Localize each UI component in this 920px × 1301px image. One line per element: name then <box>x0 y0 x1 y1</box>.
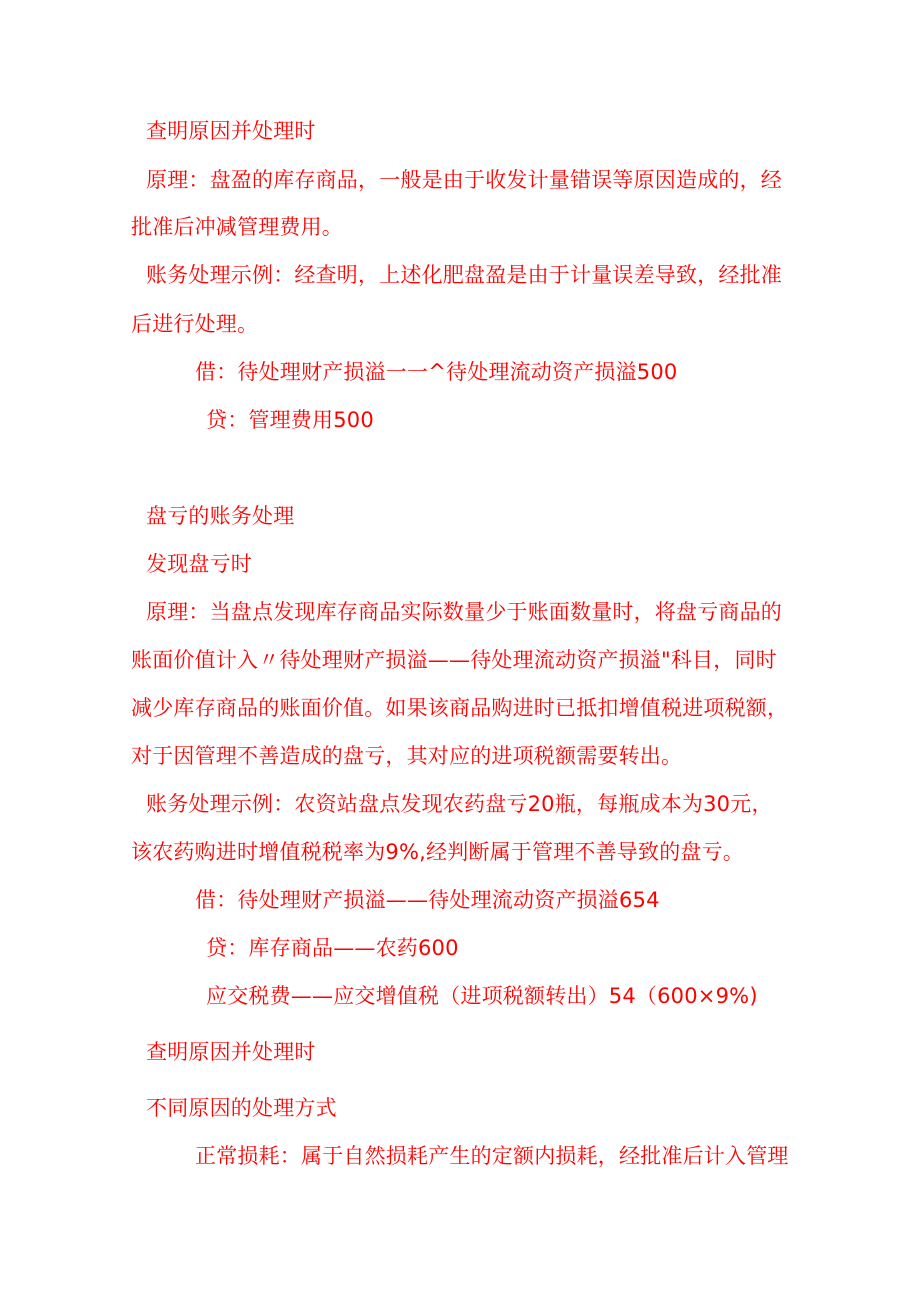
entry-credit-shortage-tax: 应交税费——应交增值税（进项税额转出）54（600×9%) <box>206 984 758 1008</box>
principle-shortage-line-1: 原理：当盘点发现库存商品实际数量少于账面数量时，将盘亏商品的 <box>146 600 782 624</box>
principle-shortage-line-4: 对于因管理不善造成的盘亏，其对应的进项税额需要转出。 <box>131 744 683 768</box>
principle-surplus-line-1: 原理：盘盈的库存商品，一般是由于收发计量错误等原因造成的，经 <box>146 168 782 192</box>
principle-shortage-line-3: 减少库存商品的账面价值。如果该商品购进时已抵扣增值税进项税额， <box>131 696 789 720</box>
heading-investigate-handle: 查明原因并处理时 <box>146 119 316 143</box>
example-shortage-line-1: 账务处理示例：农资站盘点发现农药盘亏20瓶，每瓶成本为30元， <box>146 792 773 816</box>
heading-shortage-accounting: 盘亏的账务处理 <box>146 504 295 528</box>
principle-shortage-line-2: 账面价值计入〃待处理财产损溢——待处理流动资产损溢"科目，同时 <box>131 648 777 672</box>
heading-different-causes: 不同原因的处理方式 <box>146 1096 337 1120</box>
example-surplus-line-1: 账务处理示例：经查明，上述化肥盘盈是由于计量误差导致，经批准 <box>146 263 782 287</box>
entry-debit-shortage: 借：待处理财产损溢——待处理流动资产损溢654 <box>195 888 660 912</box>
entry-debit-surplus: 借：待处理财产损溢一一^待处理流动资产损溢500 <box>195 360 678 384</box>
principle-surplus-line-2: 批准后冲减管理费用。 <box>131 215 343 239</box>
example-shortage-line-2: 该农药购进时增值税税率为9%,经判断属于管理不善导致的盘亏。 <box>131 840 744 864</box>
entry-credit-surplus: 贷：管理费用500 <box>206 408 374 432</box>
example-surplus-line-2: 后进行处理。 <box>131 312 259 336</box>
normal-loss-line: 正常损耗：属于自然损耗产生的定额内损耗，经批准后计入管理 <box>195 1144 789 1168</box>
entry-credit-shortage-inventory: 贷：库存商品——农药600 <box>206 936 459 960</box>
heading-shortage-found: 发现盘亏时 <box>146 552 252 576</box>
heading-investigate-handle-2: 查明原因并处理时 <box>146 1040 316 1064</box>
